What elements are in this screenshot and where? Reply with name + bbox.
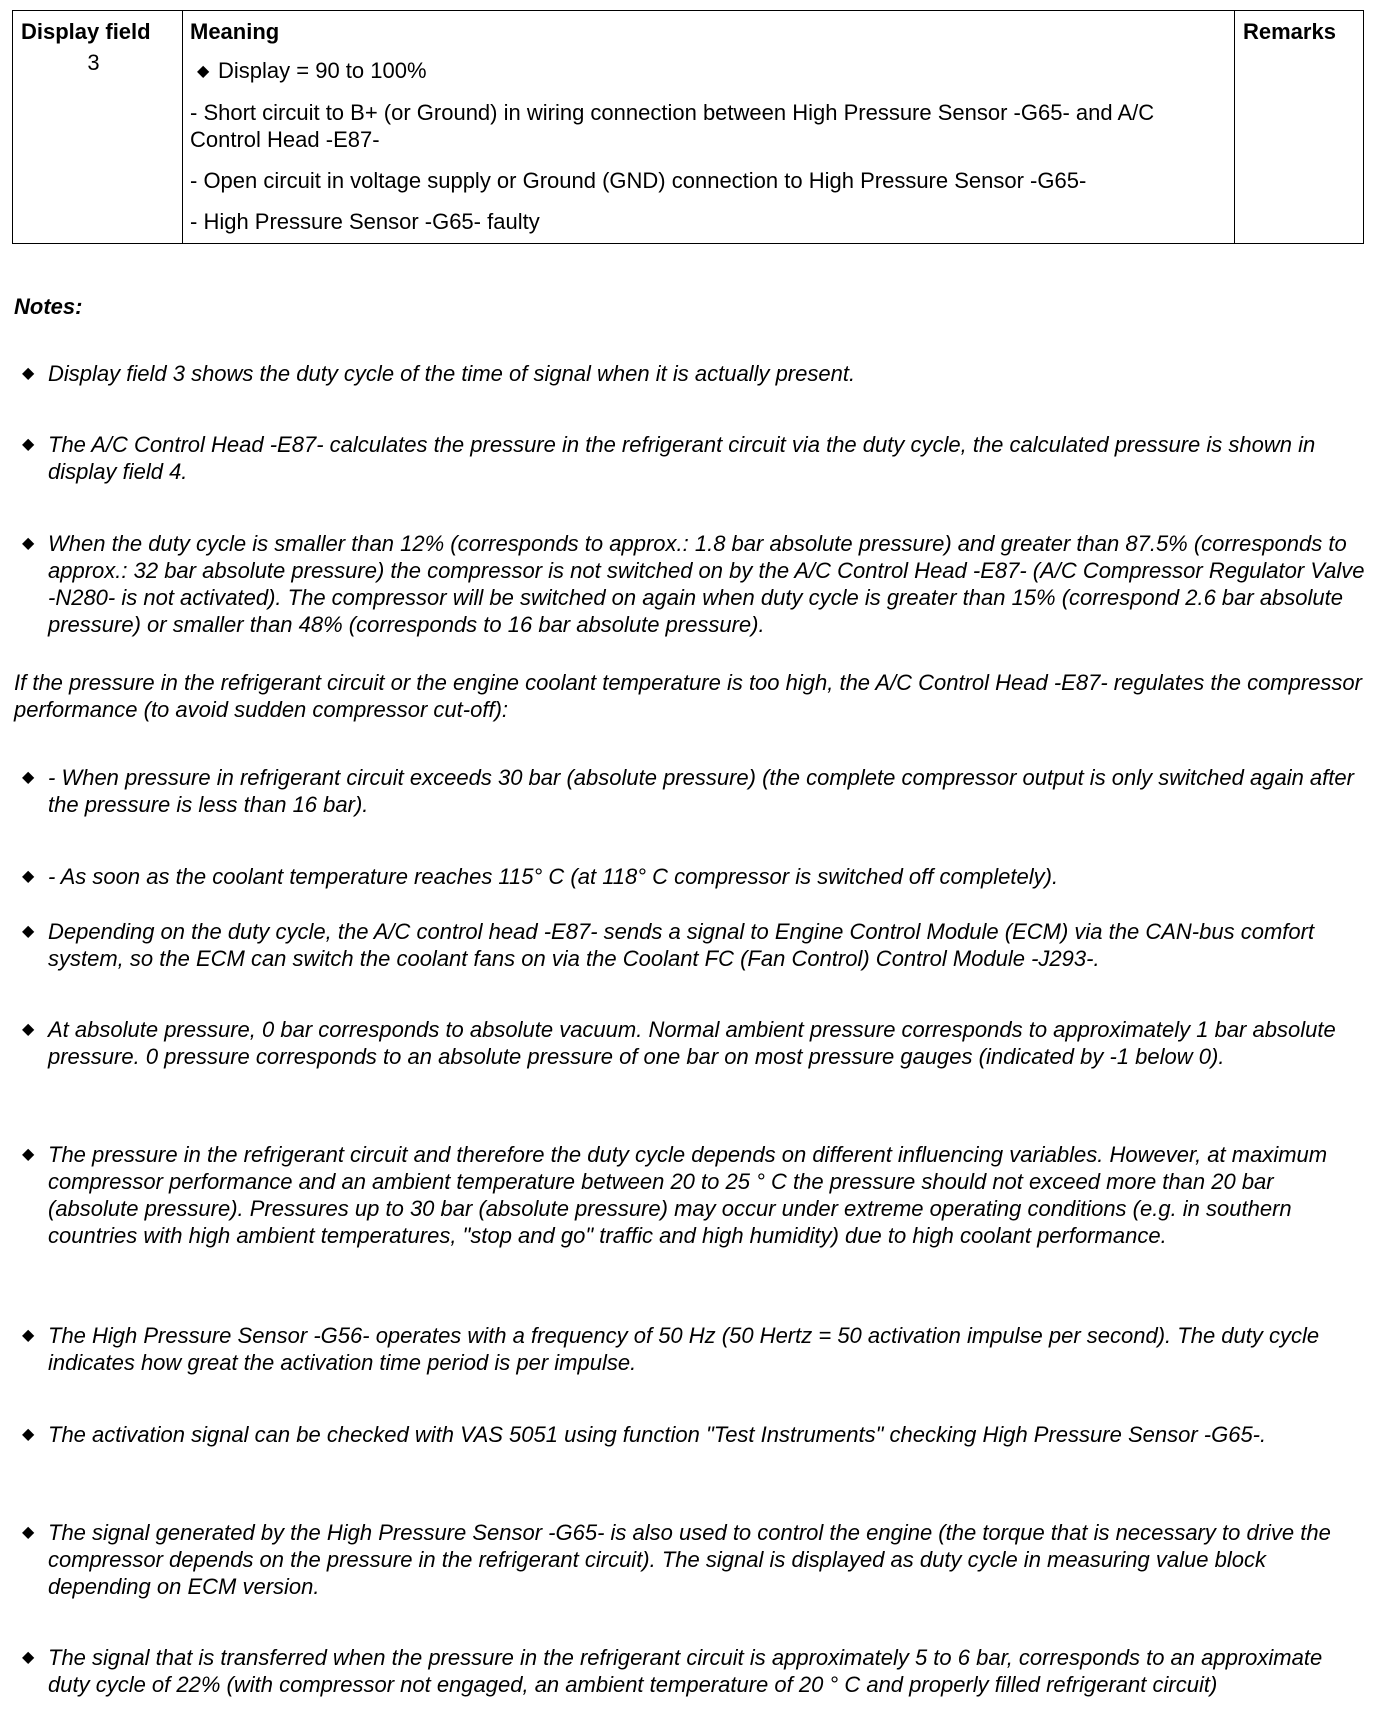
meaning-item: - High Pressure Sensor -G65- faulty xyxy=(190,209,540,234)
note-text: When the duty cycle is smaller than 12% (corresponds to approx.: 1.8 bar absolute pressure) and greater than 87.5% (corresponds to approx.: 32 bar absolute pressure) the compressor is not switched on by the A/C Control Head -E87- (A/C Compressor Regulator Valve -N280- is not activated). The compressor will be switched on again when duty cycle is greater than 15% (correspond 2.6 bar absolute pressure) or smaller than 48% (corresponds to 16 bar absolute pressure). xyxy=(48,531,1365,637)
note-item xyxy=(22,530,1366,638)
note-item xyxy=(22,1421,1366,1448)
note-item xyxy=(22,1141,1366,1249)
diamond-bullet-icon: ◆ xyxy=(22,1426,35,1443)
meaning-item: - Short circuit to B+ (or Ground) in wiring connection between High Pressure Sensor -G65- and A/C Control Head -E87- xyxy=(190,100,1155,152)
notes-title: Notes: xyxy=(14,294,83,319)
note-text: The signal that is transferred when the pressure in the refrigerant circuit is approximately 5 to 6 bar, corresponds to an approximate duty cycle of 22% (with compressor not engaged, an ambient temperature of 20 ° C and properly filled refrigerant circuit) xyxy=(48,1645,1323,1697)
diamond-bullet-icon: ◆ xyxy=(22,1649,35,1666)
diamond-bullet-icon: ◆ xyxy=(22,1524,35,1541)
note-text: The High Pressure Sensor -G56- operates with a frequency of 50 Hz (50 Hertz = 50 activation impulse per second). The duty cycle indicates how great the activation time period is per impulse. xyxy=(48,1323,1320,1375)
note-text: The activation signal can be checked with VAS 5051 using function "Test Instruments" checking High Pressure Sensor -G65-. xyxy=(48,1422,1267,1447)
meaning-bullet xyxy=(190,57,1226,85)
diamond-bullet-icon: ◆ xyxy=(22,365,35,382)
diamond-bullet-icon: ◆ xyxy=(22,1021,35,1038)
note-item xyxy=(22,764,1366,818)
note-item xyxy=(22,1519,1366,1600)
note-paragraph: If the pressure in the refrigerant circuit or the engine coolant temperature is too high, the A/C Control Head -E87- regulates the compressor performance (to avoid sudden compressor cut-off): xyxy=(14,670,1362,722)
remarks-cell xyxy=(1235,11,1364,244)
display-field-value: 3 xyxy=(87,50,100,75)
diamond-bullet-icon: ◆ xyxy=(22,1327,35,1344)
note-text: - When pressure in refrigerant circuit exceeds 30 bar (absolute pressure) (the complete compressor output is only switched again after the pressure is less than 16 bar). xyxy=(48,765,1354,817)
table-row xyxy=(13,11,1364,244)
note-text: Display field 3 shows the duty cycle of the time of signal when it is actually present. xyxy=(48,361,856,386)
meaning-cell xyxy=(183,11,1235,244)
note-text: The pressure in the refrigerant circuit and therefore the duty cycle depends on different influencing variables. However, at maximum compressor performance and an ambient temperature between 20 to 25 ° C the pressure should not exceed more than 20 bar (absolute pressure). Pressures up to 30 bar (absolute pressure) may occur under extreme operating conditions (e.g. in southern countries with high ambient temperatures, "stop and go" traffic and high humidity) due to high coolant performance. xyxy=(48,1142,1328,1248)
display-field-header: Display field xyxy=(21,19,151,44)
diamond-bullet-icon: ◆ xyxy=(22,1146,35,1163)
diamond-bullet-icon: ◆ xyxy=(22,868,35,885)
note-text: The A/C Control Head -E87- calculates the pressure in the refrigerant circuit via the duty cycle, the calculated pressure is shown in display field 4. xyxy=(48,432,1316,484)
meaning-bullet-text: Display = 90 to 100% xyxy=(218,58,427,83)
diamond-bullet-icon: ◆ xyxy=(22,436,35,453)
note-item xyxy=(22,1644,1366,1698)
diamond-bullet-icon: ◆ xyxy=(22,769,35,786)
note-text: The signal generated by the High Pressure Sensor -G65- is also used to control the engine (the torque that is necessary to drive the compressor depends on the pressure in the refrigerant circuit). The signal is displayed as duty cycle in measuring value block depending on ECM version. xyxy=(48,1520,1331,1599)
note-item xyxy=(22,431,1366,485)
note-text: Depending on the duty cycle, the A/C control head -E87- sends a signal to Engine Control Module (ECM) via the CAN-bus comfort system, so the ECM can switch the coolant fans on via the Coolant FC (Fan Control) Control Module -J293-. xyxy=(48,919,1315,971)
display-field-cell xyxy=(13,11,183,244)
diamond-bullet-icon: ◆ xyxy=(22,923,35,940)
display-field-table xyxy=(12,10,1364,244)
note-item xyxy=(22,360,1366,387)
note-text: - As soon as the coolant temperature reaches 115° C (at 118° C compressor is switched off completely). xyxy=(48,864,1059,889)
diamond-bullet-icon: ◆ xyxy=(22,535,35,552)
note-item xyxy=(22,1016,1366,1070)
note-item xyxy=(22,1322,1366,1376)
note-item xyxy=(22,918,1366,972)
note-item xyxy=(22,863,1366,890)
note-text: At absolute pressure, 0 bar corresponds to absolute vacuum. Normal ambient pressure corresponds to approximately 1 bar absolute pressure. 0 pressure corresponds to an absolute pressure of one bar on most pressure gauges (indicated by -1 below 0). xyxy=(48,1017,1336,1069)
diamond-bullet-icon: ◆ xyxy=(197,63,210,80)
meaning-item: - Open circuit in voltage supply or Ground (GND) connection to High Pressure Sensor -G65- xyxy=(190,168,1087,193)
remarks-header: Remarks xyxy=(1243,19,1336,44)
meaning-header: Meaning xyxy=(190,19,280,44)
